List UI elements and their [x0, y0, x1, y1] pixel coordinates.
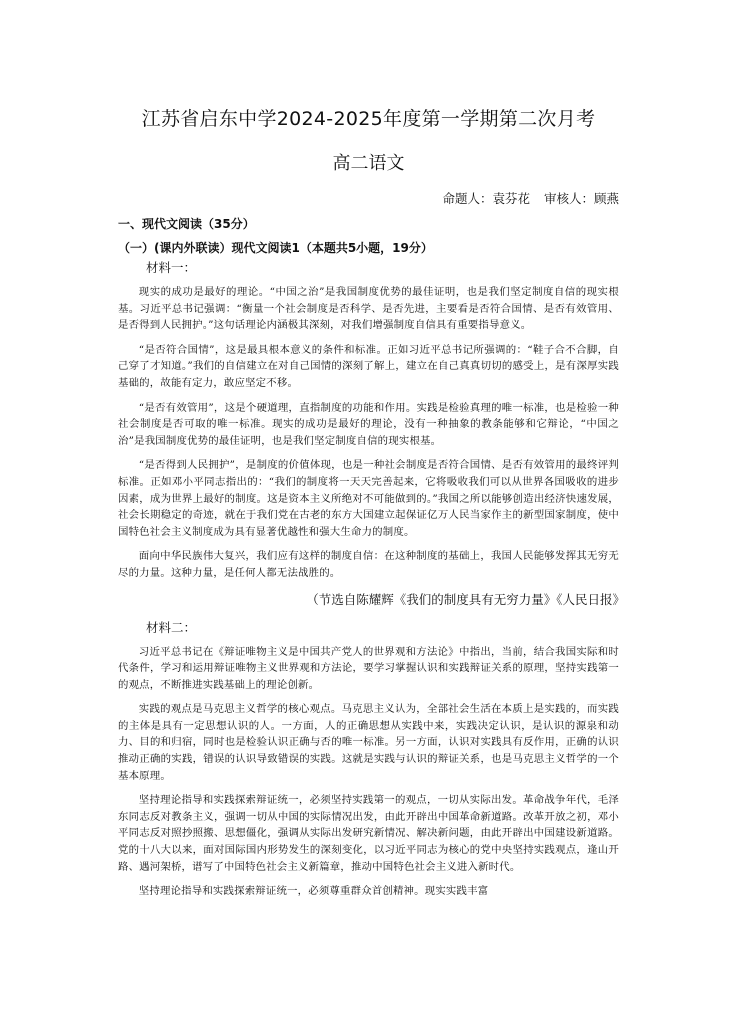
authors-line [118, 189, 619, 207]
exam-title: 江苏省启东中学2024-2025年度第一学期第二次月考 [141, 108, 596, 130]
subject-title: 高二语文 [332, 153, 405, 174]
material-2-paragraph: 坚持理论指导和实践探索辩证统一，必须坚持实践第一的观点，一切从实际出发。革命战争年代，毛泽东同志反对教条主义，强调一切从中国的实际情况出发，由此开辟出中国革命新道路。改革开放之初，邓小平同志反对照抄照搬、思想僵化，强调从实际出发研究新情况、解决新问题，由此开辟出中国建设新道路。党的十八大以来，面对国际国内形势发生的深刻变化，以习近平同志为核心的党中央坚持实践观点，逢山开路、遇河架桥，谱写了中国特色社会主义新篇章，推动中国特色社会主义进入新时代。 [118, 794, 619, 873]
material-2-paragraph: 坚持理论指导和实践探索辩证统一，必须尊重群众首创精神。现实实践丰富 [138, 885, 489, 898]
material-1-paragraph: “是否有效管用”，这是个硬道理，直指制度的功能和作用。实践是检验真理的唯一标准，也是检验一种社会制度是否可取的唯一标准。现实的成功是最好的理论，没有一种抽象的教条能够和它辩论，“中国之治”是我国制度优势的最佳证明，也是我们坚定制度自信的现实根基。 [118, 401, 619, 447]
reviewer-name: 审核人：顾燕 [543, 191, 619, 206]
material-1-paragraph: “是否符合国情”，这是最具根本意义的条件和标准。正如习近平总书记所强调的：“鞋子合不合脚，自己穿了才知道。”我们的自信建立在对自己国情的深刻了解上，建立在自己真真切切的感受上，是有深厚实践基础的，故能有定力，敢应坚定不移。 [118, 343, 619, 389]
section-heading: 一、现代文阅读（35分） [118, 217, 255, 231]
setter-name: 命题人：袁芬花 [442, 191, 530, 206]
material-1-paragraph: 现实的成功是最好的理论。“中国之治”是我国制度优势的最佳证明，也是我们坚定制度自信的现实根基。习近平总书记强调：“衡量一个社会制度是否科学、是否先进，主要看是否符合国情、是否有效管用、是否得到人民拥护。”这句话理论内涵极其深刻，对我们增强制度自信具有重要指导意义。 [118, 286, 619, 332]
sub-section-heading: （一）(课内外联读）现代文阅读1（本题共5小题，19分） [118, 241, 433, 255]
material-2-paragraph: 实践的观点是马克思主义哲学的核心观点。马克思主义认为，全部社会生活在本质上是实践的，而实践的主体是具有一定思想认识的人。一方面，人的正确思想从实践中来，实践决定认识，是认识的源泉和动力、目的和归宿，同时也是检验认识正确与否的唯一标准。另一方面，认识对实践具有反作用，正确的认识推动正确的实践，错误的认识导致错误的实践。这就是实践与认识的辩证关系，也是马克思主义哲学的一个基本原理。 [118, 703, 619, 782]
material-1-label: 材料一： [146, 260, 197, 275]
material-2-paragraph: 习近平总书记在《辩证唯物主义是中国共产党人的世界观和方法论》中指出，当前，结合我国实际和时代条件，学习和运用辩证唯物主义世界观和方法论，要学习掌握认识和实践辩证关系的原理，坚持实践第一的观点，不断推进实践基础上的理论创新。 [118, 645, 619, 691]
material-2-label: 材料二： [146, 619, 197, 635]
material-1-paragraph: 面向中华民族伟大复兴，我们应有这样的制度自信：在这种制度的基础上，我国人民能够发挥其无穷无尽的力量。这种力量，是任何人都无法战胜的。 [118, 550, 619, 579]
material-1-paragraph: “是否得到人民拥护”，是制度的价值体现，也是一种社会制度是否符合国情、是否有效管用的最终评判标准。正如邓小平同志指出的：“我们的制度将一天天完善起来，它将吸收我们可以从世界各国吸收的进步因素，成为世界上最好的制度。这是资本主义所绝对不可能做到的。”我国之所以能够创造出经济快速发展，社会长期稳定的奇迹，就在于我们党在古老的东方大国建立起保证亿万人民当家作主的新型国家制度，使中国特色社会主义制度成为具有显著优越性和强大生命力的制度。 [118, 459, 619, 538]
material-1-source: （节选自陈耀辉《我们的制度具有无穷力量》《人民日报》 [306, 591, 625, 607]
